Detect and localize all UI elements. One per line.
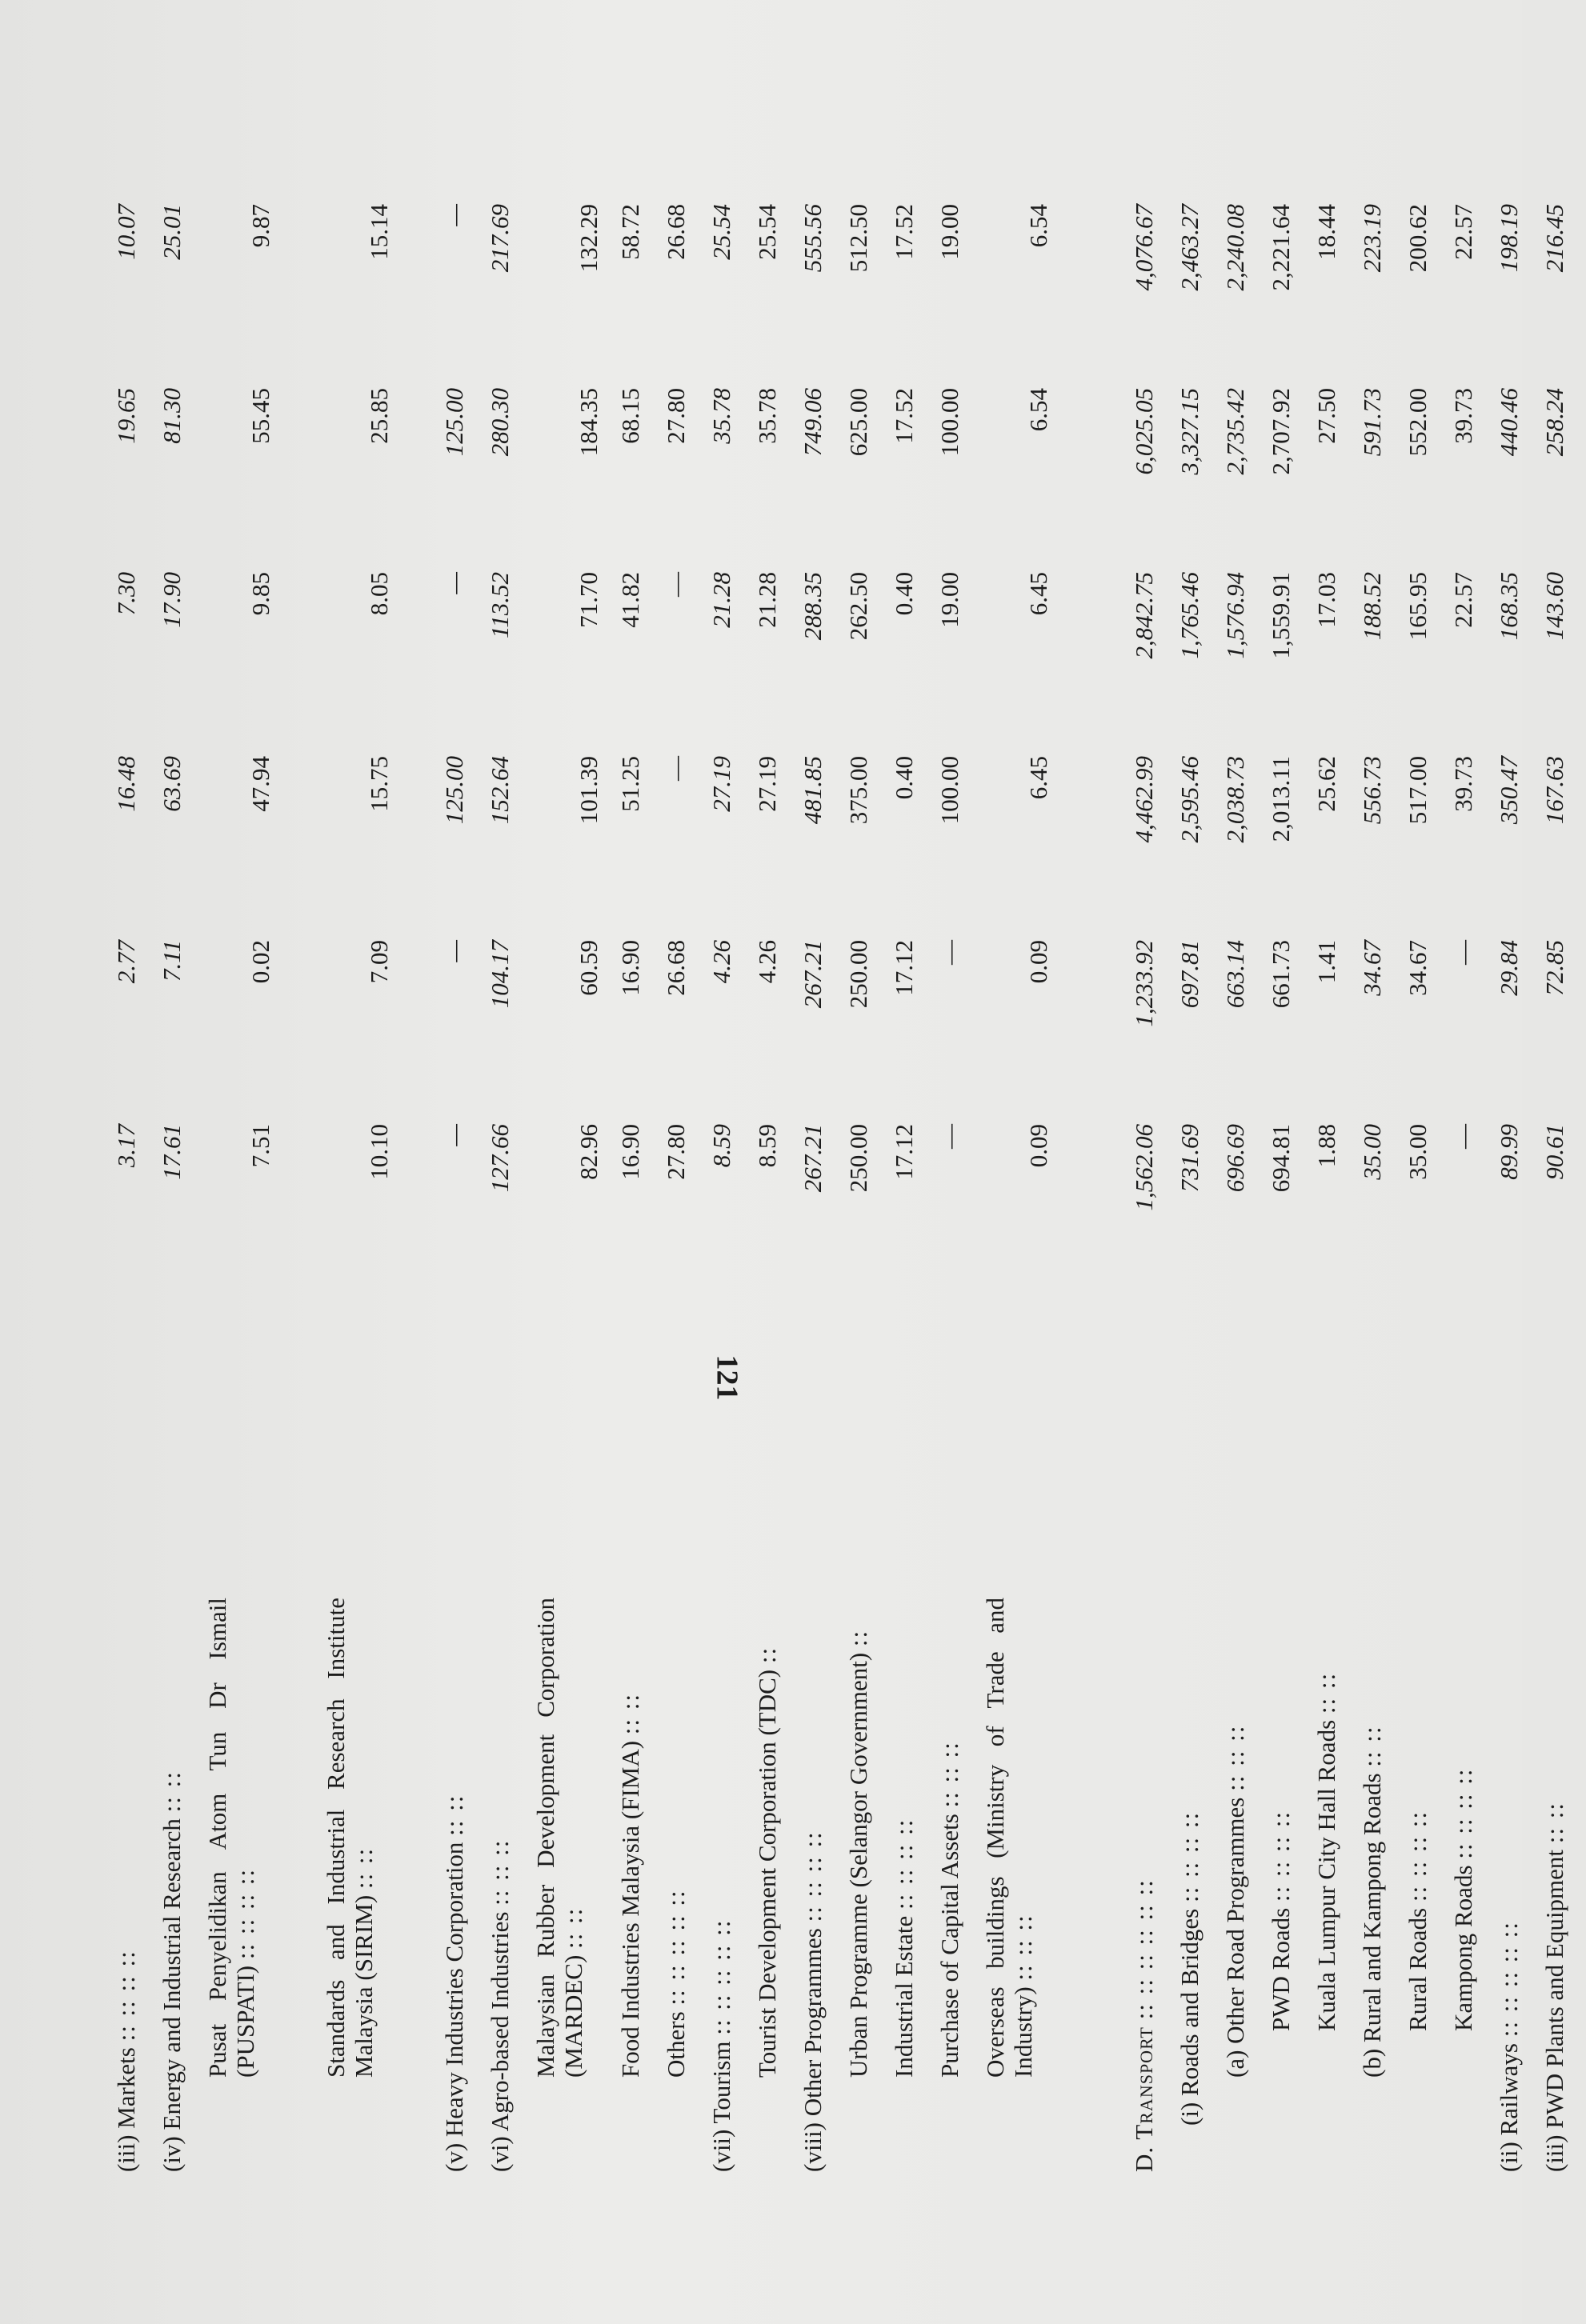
value-cell: 481.85 [799, 756, 827, 825]
value-cell: 262.50 [844, 572, 872, 641]
value-cell: 17.03 [1312, 572, 1340, 628]
table-row [112, 140, 158, 2172]
value-cell: 17.12 [890, 940, 918, 996]
table-row [158, 140, 203, 2172]
value-cell: 100.00 [935, 388, 963, 457]
value-cell: 25.54 [753, 204, 781, 260]
value-cell: 6.45 [1024, 572, 1052, 616]
row-label: (v) Heavy Industries Corporation :: :: [440, 1794, 468, 2172]
value-cell: 0.40 [890, 572, 918, 616]
value-cell: 7.30 [112, 572, 140, 616]
table-row [935, 140, 981, 2172]
value-cell: 27.50 [1312, 388, 1340, 444]
value-cell: 82.96 [575, 1124, 603, 1180]
value-cell: 35.78 [707, 388, 735, 444]
value-cell: 25.62 [1312, 756, 1340, 812]
value-cell: 2,842.75 [1130, 572, 1158, 659]
value-cell: 267.21 [799, 1124, 827, 1193]
value-cell: 22.57 [1449, 572, 1477, 628]
value-cell: 625.00 [844, 388, 872, 457]
value-cell: 17.52 [890, 204, 918, 260]
value-cell: 7.11 [158, 940, 186, 982]
row-label: (vii) Tourism :: :: :: :: :: [707, 1918, 735, 2172]
value-cell: 167.63 [1540, 756, 1568, 825]
value-cell: 51.25 [616, 756, 644, 812]
value-cell: 591.73 [1358, 388, 1386, 457]
value-cell: 113.52 [486, 572, 514, 638]
value-cell: 17.52 [890, 388, 918, 444]
table-row [753, 140, 799, 2172]
value-cell: 440.46 [1495, 388, 1523, 457]
value-cell: 47.94 [246, 756, 274, 812]
value-cell: 168.35 [1495, 572, 1523, 641]
value-cell: 15.75 [365, 756, 393, 812]
row-label: (i) Roads and Bridges :: :: :: :: [1175, 1810, 1204, 2126]
value-cell: 6.54 [1024, 204, 1052, 248]
value-cell: — [662, 572, 690, 597]
row-label: (viii) Other Programmes :: :: :: :: [799, 1830, 827, 2172]
row-label: Kampong Roads :: :: :: :: [1449, 1767, 1477, 2031]
value-cell: 26.68 [662, 940, 690, 996]
value-cell: 18.44 [1312, 204, 1340, 260]
value-cell: 697.81 [1175, 940, 1204, 1009]
value-cell: 17.90 [158, 572, 186, 628]
row-label: Overseas buildings (Ministry of Trade and Industry) :: :: :: [981, 1598, 1037, 2078]
value-cell: 19.00 [935, 204, 963, 260]
value-cell: — [1449, 1124, 1477, 1149]
value-cell: 1.88 [1312, 1124, 1340, 1168]
value-cell: 267.21 [799, 940, 827, 1009]
value-cell: 10.07 [112, 204, 140, 260]
table-row [1312, 140, 1358, 2172]
value-cell: 250.00 [844, 940, 872, 1009]
row-label: (a) Other Road Programmes :: :: :: [1221, 1724, 1249, 2078]
value-cell: 27.80 [662, 388, 690, 444]
value-cell: 8.59 [707, 1124, 735, 1168]
row-label: Rural Roads :: :: :: :: [1404, 1810, 1432, 2031]
value-cell: 3,327.15 [1175, 388, 1204, 475]
value-cell: 15.14 [365, 204, 393, 260]
value-cell: 39.73 [1449, 388, 1477, 444]
table-row [1540, 140, 1586, 2172]
value-cell: 58.72 [616, 204, 644, 260]
value-cell: 198.19 [1495, 204, 1523, 273]
value-cell: — [935, 940, 963, 965]
value-cell: 152.64 [486, 756, 514, 825]
table-row [799, 140, 844, 2172]
value-cell: 731.69 [1175, 1124, 1204, 1193]
value-cell: 127.66 [486, 1124, 514, 1193]
value-cell: 22.57 [1449, 204, 1477, 260]
value-cell: 39.73 [1449, 756, 1477, 812]
value-cell: 2,240.08 [1221, 204, 1249, 291]
value-cell: 25.54 [707, 204, 735, 260]
value-cell: 165.95 [1404, 572, 1432, 641]
table-row [440, 140, 486, 2172]
table-row [1449, 140, 1495, 2172]
row-label: Purchase of Capital Assets :: :: :: [935, 1741, 963, 2078]
value-cell: 21.28 [707, 572, 735, 628]
page-number: 121 [710, 1354, 744, 1401]
value-cell: 512.50 [844, 204, 872, 273]
value-cell: 35.00 [1404, 1124, 1432, 1180]
value-cell: 2,038.73 [1221, 756, 1249, 843]
section-heading: D. Transport :: :: :: :: :: :: [1130, 1878, 1158, 2172]
value-cell: 4,076.67 [1130, 204, 1158, 291]
value-cell: 26.68 [662, 204, 690, 260]
row-label: Others :: :: :: :: :: [662, 1889, 690, 2078]
table-row [1404, 140, 1449, 2172]
table-row [1495, 140, 1540, 2172]
row-label: (vi) Agro-based Industries :: :: :: [486, 1838, 514, 2172]
table-row [1130, 140, 1175, 2172]
value-cell: 63.69 [158, 756, 186, 812]
value-cell: 72.85 [1540, 940, 1568, 996]
value-cell: 0.09 [1024, 1124, 1052, 1168]
value-cell: 2,707.92 [1267, 388, 1295, 475]
value-cell: 34.67 [1358, 940, 1386, 996]
value-cell: 258.24 [1540, 388, 1568, 457]
table-row [890, 140, 935, 2172]
value-cell: 1,559.91 [1267, 572, 1295, 659]
value-cell: 16.90 [616, 940, 644, 996]
value-cell: 101.39 [575, 756, 603, 825]
row-label: Industrial Estate :: :: :: :: [890, 1818, 918, 2078]
row-label: (iv) Energy and Industrial Research :: :: [158, 1770, 186, 2172]
value-cell: 250.00 [844, 1124, 872, 1193]
value-cell: 27.19 [753, 756, 781, 812]
table-row [203, 140, 288, 2172]
value-cell: 7.09 [365, 940, 393, 984]
value-cell: 0.40 [890, 756, 918, 800]
value-cell: 90.61 [1540, 1124, 1568, 1180]
value-cell: 7.51 [246, 1124, 274, 1168]
table-row [1358, 140, 1404, 2172]
value-cell: 21.28 [753, 572, 781, 628]
table-row [1221, 140, 1267, 2172]
row-label: (ii) Railways :: :: :: :: :: [1495, 1921, 1523, 2172]
value-cell: 25.85 [365, 388, 393, 444]
value-cell: 2,463.27 [1175, 204, 1204, 291]
table-row [662, 140, 707, 2172]
expenditure-table [112, 140, 1586, 2172]
value-cell: 25.01 [158, 204, 186, 260]
value-cell: 217.69 [486, 204, 514, 273]
value-cell: 552.00 [1404, 388, 1432, 457]
value-cell: 17.12 [890, 1124, 918, 1180]
row-label: Malaysian Rubber Development Corporation (MARDEC) :: :: [531, 1598, 587, 2078]
value-cell: 125.00 [440, 388, 468, 457]
value-cell: 2.77 [112, 940, 140, 984]
value-cell: 10.10 [365, 1124, 393, 1180]
value-cell: 35.00 [1358, 1124, 1386, 1180]
value-cell: 17.61 [158, 1124, 186, 1180]
table-row [486, 140, 531, 2172]
table-row [707, 140, 753, 2172]
value-cell: 132.29 [575, 204, 603, 273]
table-row [1267, 140, 1312, 2172]
table-row [1175, 140, 1221, 2172]
value-cell: 6.45 [1024, 756, 1052, 800]
value-cell: 555.56 [799, 204, 827, 273]
value-cell: 27.80 [662, 1124, 690, 1180]
value-cell: 216.45 [1540, 204, 1568, 273]
value-cell: 9.85 [246, 572, 274, 616]
value-cell: — [440, 572, 468, 594]
value-cell: 0.02 [246, 940, 274, 984]
table-row [531, 140, 616, 2172]
value-cell: 19.65 [112, 388, 140, 444]
value-cell: 2,221.64 [1267, 204, 1295, 291]
value-cell: 8.59 [753, 1124, 781, 1168]
value-cell: 280.30 [486, 388, 514, 457]
row-label: (iii) PWD Plants and Equipment :: :: [1540, 1802, 1568, 2172]
value-cell: 55.45 [246, 388, 274, 444]
value-cell: 0.09 [1024, 940, 1052, 984]
value-cell: 4,462.99 [1130, 756, 1158, 843]
value-cell: — [440, 1124, 468, 1146]
value-cell: 200.62 [1404, 204, 1432, 273]
value-cell: 35.78 [753, 388, 781, 444]
value-cell: 663.14 [1221, 940, 1249, 1009]
value-cell: 375.00 [844, 756, 872, 825]
value-cell: 29.84 [1495, 940, 1523, 996]
row-label: Pusat Penyelidikan Atom Tun Dr Ismail (PUSPATI) :: :: :: :: [203, 1598, 259, 2078]
table-row [844, 140, 890, 2172]
value-cell: 749.06 [799, 388, 827, 457]
value-cell: 16.90 [616, 1124, 644, 1180]
value-cell: 696.69 [1221, 1124, 1249, 1193]
value-cell: — [1449, 940, 1477, 965]
value-cell: 68.15 [616, 388, 644, 444]
value-cell: 9.87 [246, 204, 274, 248]
table-row [322, 140, 407, 2172]
value-cell: 1,576.94 [1221, 572, 1249, 659]
value-cell: 556.73 [1358, 756, 1386, 825]
value-cell: 188.52 [1358, 572, 1386, 641]
value-cell: 4.26 [707, 940, 735, 984]
value-cell: 34.67 [1404, 940, 1432, 996]
value-cell: 2,013.11 [1267, 756, 1295, 842]
value-cell: 223.19 [1358, 204, 1386, 273]
row-label: Tourist Development Corporation (TDC) :: [753, 1646, 781, 2078]
row-label: PWD Roads :: :: :: :: [1267, 1810, 1295, 2031]
value-cell: 4.26 [753, 940, 781, 984]
value-cell: 89.99 [1495, 1124, 1523, 1180]
value-cell: 6,025.05 [1130, 388, 1158, 475]
value-cell: 143.60 [1540, 572, 1568, 641]
row-label: (b) Rural and Kampong Roads :: :: [1358, 1725, 1386, 2078]
value-cell: — [440, 204, 468, 226]
value-cell: 1,562.06 [1130, 1124, 1158, 1211]
table-row [616, 140, 662, 2172]
value-cell: 1,233.92 [1130, 940, 1158, 1027]
value-cell: 3.17 [112, 1124, 140, 1168]
value-cell: 100.00 [935, 756, 963, 825]
value-cell: 1.41 [1312, 940, 1340, 984]
row-label: Urban Programme (Selangor Government) :: [844, 1629, 872, 2078]
value-cell: 1,765.46 [1175, 572, 1204, 659]
row-label: Food Industries Malaysia (FIMA) :: :: [616, 1693, 644, 2078]
value-cell: 16.48 [112, 756, 140, 812]
value-cell: 350.47 [1495, 756, 1523, 825]
row-label: Kuala Lumpur City Hall Roads :: :: [1312, 1671, 1340, 2031]
value-cell: 661.73 [1267, 940, 1295, 1009]
value-cell: 104.17 [486, 940, 514, 1009]
row-label: Standards and Industrial Research Institute Malaysia (SIRIM) :: :: [322, 1598, 378, 2078]
value-cell: — [440, 940, 468, 962]
value-cell: 27.19 [707, 756, 735, 812]
value-cell: 184.35 [575, 388, 603, 457]
value-cell: 71.70 [575, 572, 603, 628]
value-cell: 2,735.42 [1221, 388, 1249, 475]
value-cell: 2,595.46 [1175, 756, 1204, 843]
value-cell: 19.00 [935, 572, 963, 628]
value-cell: 81.30 [158, 388, 186, 444]
value-cell: 8.05 [365, 572, 393, 616]
value-cell: 125.00 [440, 756, 468, 825]
value-cell: 6.54 [1024, 388, 1052, 432]
value-cell: 694.81 [1267, 1124, 1295, 1193]
table-row [981, 140, 1066, 2172]
value-cell: 60.59 [575, 940, 603, 996]
row-label: (iii) Markets :: :: :: :: [112, 1950, 140, 2172]
value-cell: — [935, 1124, 963, 1149]
value-cell: 41.82 [616, 572, 644, 628]
value-cell: 288.35 [799, 572, 827, 641]
value-cell: 517.00 [1404, 756, 1432, 825]
value-cell: — [662, 756, 690, 781]
